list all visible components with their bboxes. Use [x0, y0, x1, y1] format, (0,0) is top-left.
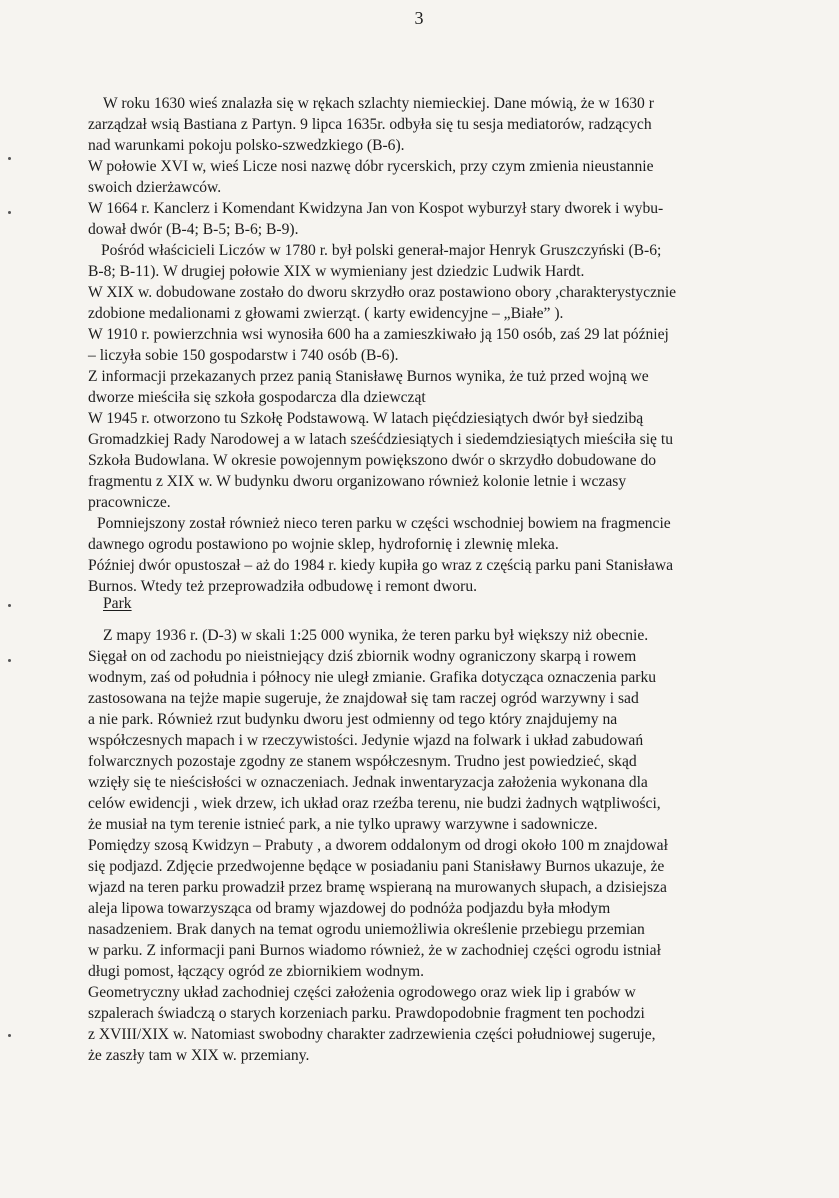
text-line: dworze mieściła się szkoła gospodarcza dla dziewcząt [88, 389, 426, 406]
margin-dot [8, 1034, 11, 1037]
text-line: Później dwór opustoszał – aż do 1984 r. kiedy kupiła go wraz z częścią parku pani Stanisława [88, 557, 674, 574]
text-line: Pomiędzy szosą Kwidzyn – Prabuty , a dworem oddalonym od drogi około 100 m znajdował [88, 837, 668, 854]
text-line: że musiał na tym terenie istnieć park, a nie tylko uprawy warzywne i sadownicze. [88, 816, 598, 833]
text-line: zastosowana na tejże mapie sugeruje, że znajdował się tam raczej ogród warzywny i sad [88, 690, 639, 707]
margin-dot [8, 157, 11, 160]
text-line: że zaszły tam w XIX w. przemiany. [88, 1047, 310, 1064]
text-line: Pośród właścicieli Liczów w 1780 r. był polski generał-major Henryk Gruszczyński (B-6; [101, 242, 662, 259]
text-line: Gromadzkiej Rady Narodowej a w latach sześćdziesiątych i siedemdziesiątych mieściła się tu [88, 431, 673, 448]
text-line: celów ewidencji , wiek drzew, ich układ oraz rzeźba terenu, nie budzi żadnych wątpliwości, [88, 795, 661, 812]
text-line: Z informacji przekazanych przez panią Stanisławę Burnos wynika, że tuż przed wojną we [88, 368, 649, 385]
margin-dot [8, 604, 11, 607]
text-line: Pomniejszony został również nieco teren parku w części wschodniej bowiem na fragmencie [97, 515, 671, 532]
text-line: wodnym, zaś od południa i północy nie uległ zmianie. Grafika dotycząca oznaczenia parku [88, 669, 657, 686]
text-line: aleja lipowa towarzysząca od bramy wjazdowej do podnóża podjazdu była młodym [88, 900, 611, 917]
section-heading-park: Park [103, 595, 132, 612]
text-line: swoich dzierżawców. [88, 179, 222, 196]
text-line: wjazd na teren parku prowadził przez bramę wspieraną na murowanych słupach, a dzisiejsza [88, 879, 667, 896]
text-line: z XVIII/XIX w. Natomiast swobodny charakter zadrzewienia części południowej sugeruje, [88, 1026, 656, 1043]
text-line: dawnego ogrodu postawiono po wojnie sklep, hydrofornię i zlewnię mleka. [88, 536, 559, 553]
text-line: – liczyła sobie 150 gospodarstw i 740 osób (B-6). [88, 347, 399, 364]
text-line: W 1945 r. otworzono tu Szkołę Podstawową. W latach pięćdziesiątych dwór był siedzibą [88, 410, 644, 427]
text-line: w parku. Z informacji pani Burnos wiadomo również, że w zachodniej części ogrodu istniał [88, 942, 661, 959]
margin-dot [8, 659, 11, 662]
text-line: pracownicze. [88, 494, 171, 511]
text-line: zarządzał wsią Bastiana z Partyn. 9 lipca 1635r. odbyła się tu sesja mediatorów, radzących [88, 116, 652, 133]
text-line: Burnos. Wtedy też przeprowadziła odbudowę i remont dworu. [88, 578, 478, 595]
text-line: W 1910 r. powierzchnia wsi wynosiła 600 ha a zamieszkiwało ją 150 osób, zaś 29 lat później [88, 326, 669, 343]
margin-dot [8, 211, 11, 214]
text-line: W XIX w. dobudowane zostało do dworu skrzydło oraz postawiono obory ,charakterystycznie [88, 284, 677, 301]
text-line: współczesnych mapach i w rzeczywistości. Jedynie wjazd na folwark i układ zabudowań [88, 732, 644, 749]
text-line: Geometryczny układ zachodniej części założenia ogrodowego oraz wiek lip i grabów w [88, 984, 636, 1001]
text-line: się podjazd. Zdjęcie przedwojenne będące w posiadaniu pani Stanisławy Burnos ukazuje, że [88, 858, 665, 875]
text-line: folwarcznych pozostaje zgodny ze stanem współczesnym. Trudno jest powiedzieć, skąd [88, 753, 637, 770]
text-line: Szkoła Budowlana. W okresie powojennym powiększono dwór o skrzydło dobudowane do [88, 452, 657, 469]
text-line: długi pomost, łączący ogród ze zbiornikiem wodnym. [88, 963, 425, 980]
text-line: fragmentu z XIX w. W budynku dworu organizowano również kolonie letnie i wczasy [88, 473, 627, 490]
text-line: nad warunkami pokoju polsko-szwedzkiego (B-6). [88, 137, 405, 154]
text-line: W 1664 r. Kanclerz i Komendant Kwidzyna Jan von Kospot wyburzył stary dworek i wybu- [88, 200, 664, 217]
text-line: W połowie XVI w, wieś Licze nosi nazwę dóbr rycerskich, przy czym zmienia nieustannie [88, 158, 654, 175]
text-line: szpalerach świadczą o starych korzeniach parku. Prawdopodobnie fragment ten pochodzi [88, 1005, 645, 1022]
text-line: nasadzeniem. Brak danych na temat ogrodu uniemożliwia określenie przebiegu przemian [88, 921, 645, 938]
text-line: Z mapy 1936 r. (D-3) w skali 1:25 000 wynika, że teren parku był większy niż obecnie. [103, 627, 649, 644]
text-line: Sięgał on od zachodu po nieistniejący dziś zbiornik wodny ograniczony skarpą i rowem [88, 648, 637, 665]
text-line: W roku 1630 wieś znalazła się w rękach szlachty niemieckiej. Dane mówią, że w 1630 r [103, 95, 654, 112]
text-line: B-8; B-11). W drugiej połowie XIX w wymieniany jest dziedzic Ludwik Hardt. [88, 263, 585, 280]
text-line: wzięły się te nieścisłości w oznaczeniach. Jednak inwentaryzacja założenia wykonana dla [88, 774, 648, 791]
text-line: dował dwór (B-4; B-5; B-6; B-9). [88, 221, 299, 238]
text-line: a nie park. Również rzut budynku dworu jest odmienny od tego który znajdujemy na [88, 711, 618, 728]
page-number: 3 [414, 8, 425, 28]
text-line: zdobione medalionami z głowami zwierząt. ( karty ewidencyjne – „Białe” ). [88, 305, 564, 322]
